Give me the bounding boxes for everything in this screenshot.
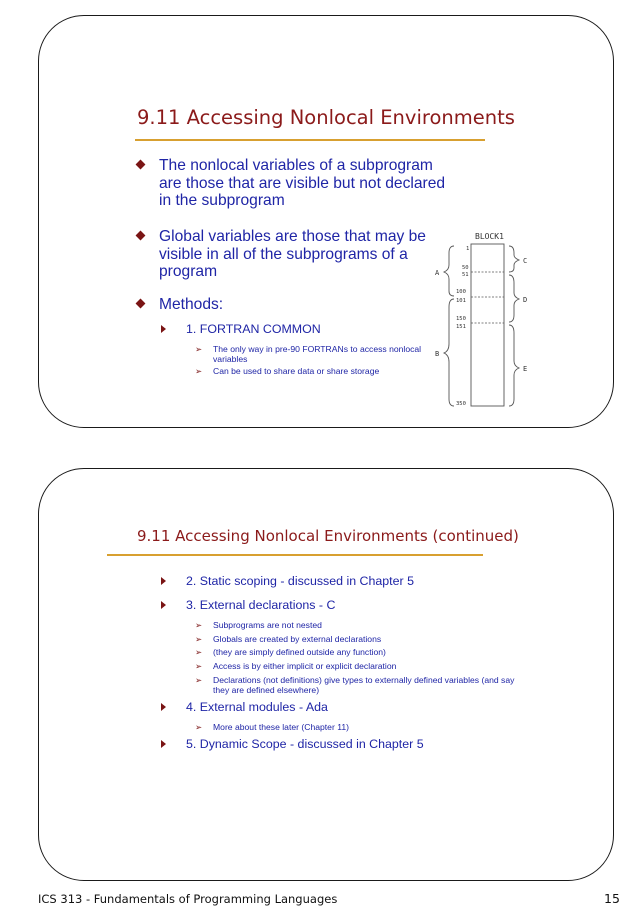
brace-A (444, 246, 454, 296)
label-A: A (435, 269, 440, 277)
label-D: D (523, 296, 528, 304)
sub-bullet-fortran-common: 1. FORTRAN COMMON (186, 322, 321, 337)
triangle-bullet-icon (161, 703, 166, 711)
item-dynamic-scope: 5. Dynamic Scope - discussed in Chapter 5 (186, 737, 424, 752)
arrow-bullet-icon: ➢ (195, 661, 203, 671)
triangle-bullet-icon (161, 325, 166, 333)
bullet-methods: Methods: (159, 296, 309, 314)
arrow-bullet-icon: ➢ (195, 722, 203, 732)
arrow-bullet-icon: ➢ (195, 366, 203, 376)
footer-page-number: 15 (604, 891, 620, 906)
brace-D (509, 275, 519, 322)
footer-course-name: ICS 313 - Fundamentals of Programming Languages (38, 892, 338, 906)
label-E: E (523, 365, 528, 373)
diamond-bullet-icon (136, 160, 146, 170)
subsub-subprograms-not-nested: ➢ Subprograms are not nested (195, 620, 322, 630)
triangle-bullet-icon (161, 577, 166, 585)
item-external-declarations: 3. External declarations - C (186, 598, 335, 613)
address-101: 101 (456, 298, 466, 304)
bullet-nonlocal-variables: The nonlocal variables of a subprogram are those that are visible but not declared in the subprogram (159, 157, 449, 210)
address-1: 1 (466, 246, 470, 252)
subsub-globals-created: ➢ Globals are created by external declarations (195, 634, 382, 644)
address-50: 50 (462, 265, 469, 271)
subsub-declarations-types: ➢ Declarations (not definitions) give types to externally defined variables (and say they are defined elsewhere) (195, 675, 515, 695)
common-block-diagram (435, 227, 564, 410)
arrow-bullet-icon: ➢ (195, 647, 203, 657)
address-151: 151 (456, 324, 466, 330)
subsub-defined-outside: ➢ (they are simply defined outside any function) (195, 647, 386, 657)
address-51: 51 (462, 272, 469, 278)
block-rectangle (471, 244, 504, 406)
diamond-bullet-icon (136, 231, 146, 241)
subsub-access-declaration: ➢ Access is by either implicit or explicit declaration (195, 661, 397, 671)
brace-E (509, 325, 519, 406)
block-name-label: BLOCK1 (475, 232, 504, 241)
address-100: 100 (456, 289, 466, 295)
address-150: 150 (456, 316, 466, 322)
slide-1-frame (38, 15, 614, 428)
arrow-bullet-icon: ➢ (195, 620, 203, 630)
title-underline (107, 554, 483, 556)
title-underline (135, 139, 485, 141)
subsub-bullet-only-way: ➢ The only way in pre-90 FORTRANs to access nonlocal variables (195, 344, 422, 364)
bullet-global-variables: Global variables are those that may be visible in all of the subprograms of a program (159, 228, 431, 281)
arrow-bullet-icon: ➢ (195, 675, 203, 685)
address-350: 350 (456, 401, 466, 407)
subsub-bullet-share-data: ➢ Can be used to share data or share storage (195, 366, 380, 376)
brace-B (444, 299, 454, 406)
triangle-bullet-icon (161, 740, 166, 748)
item-static-scoping: 2. Static scoping - discussed in Chapter 5 (186, 574, 414, 589)
triangle-bullet-icon (161, 601, 166, 609)
item-external-modules: 4. External modules - Ada (186, 700, 328, 715)
brace-C (509, 246, 519, 272)
arrow-bullet-icon: ➢ (195, 344, 203, 354)
diamond-bullet-icon (136, 299, 146, 309)
arrow-bullet-icon: ➢ (195, 634, 203, 644)
slide-2-title: 9.11 Accessing Nonlocal Environments (continued) (137, 527, 519, 545)
label-C: C (523, 257, 528, 265)
subsub-more-later: ➢ More about these later (Chapter 11) (195, 722, 349, 732)
label-B: B (435, 350, 440, 358)
slide-1-title: 9.11 Accessing Nonlocal Environments (137, 106, 515, 129)
slide-2-frame (38, 468, 614, 881)
